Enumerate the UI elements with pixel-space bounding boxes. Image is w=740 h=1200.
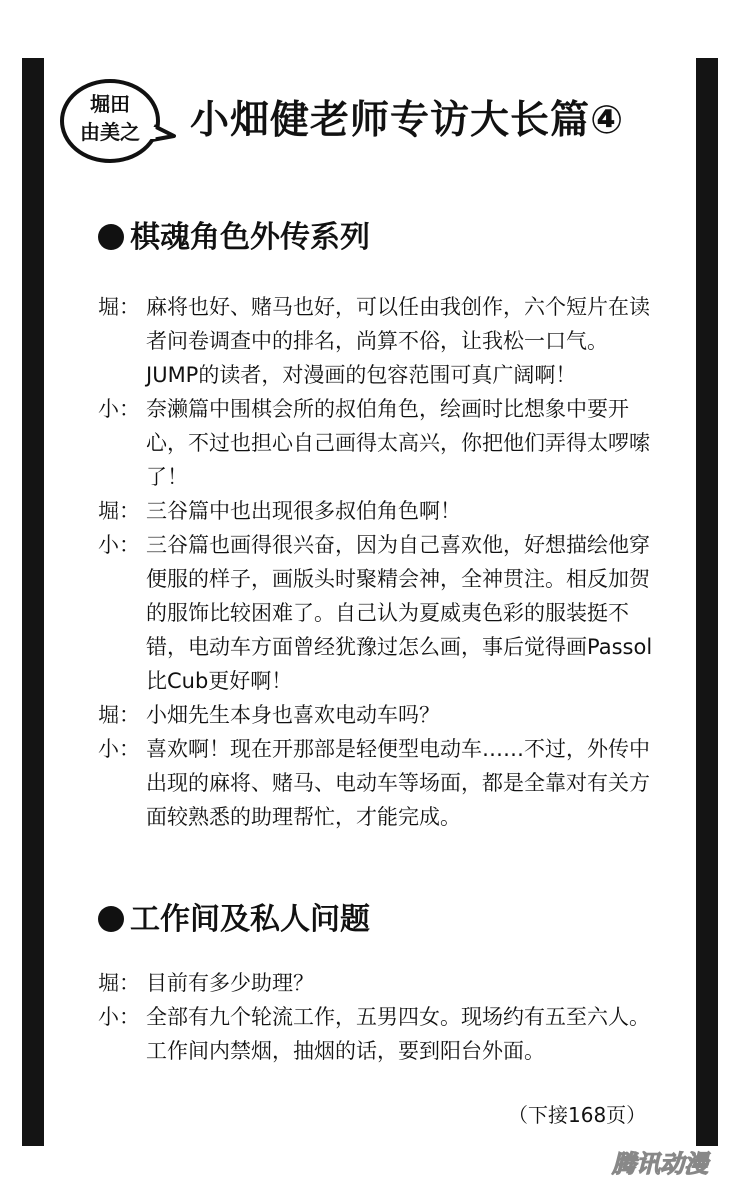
speaker-label: 小： xyxy=(98,1005,140,1029)
speaker-label: 堀： xyxy=(98,499,140,523)
section-heading-2-text: 工作间及私人问题 xyxy=(130,902,370,937)
bubble-line-2: 由美之 xyxy=(80,120,140,144)
dialogue-line xyxy=(98,732,658,834)
page-title: 小畑健老师专访大长篇④ xyxy=(190,98,625,143)
dialogue-block-2 xyxy=(98,966,658,1068)
dialogue-text: 全部有九个轮流工作，五男四女。现场约有五至六人。工作间内禁烟，抽烟的话，要到阳台外面。 xyxy=(146,1005,650,1063)
dialogue-line xyxy=(98,528,658,698)
speaker-label: 小： xyxy=(98,533,140,557)
continued-note: （下接168页） xyxy=(508,1103,647,1127)
speaker-label: 小： xyxy=(98,737,140,761)
bubble-line-1: 堀田 xyxy=(90,92,130,116)
bullet-dot-icon xyxy=(98,224,124,250)
dialogue-text: 小畑先生本身也喜欢电动车吗？ xyxy=(146,703,440,727)
dialogue-text: 三谷篇也画得很兴奋，因为自己喜欢他，好想描绘他穿便服的样子，画版头时聚精会神，全神贯注。相反加贺的服饰比较困难了。自己认为夏威夷色彩的服装挺不错，电动车方面曾经犹豫过怎么画，事后觉得画Passol比Cub更好啊！ xyxy=(146,533,653,693)
dialogue-line xyxy=(98,290,658,392)
section-heading-1 xyxy=(98,218,370,258)
dialogue-text: 奈濑篇中围棋会所的叔伯角色，绘画时比想象中要开心，不过也担心自己画得太高兴，你把他们弄得太啰嗦了！ xyxy=(146,397,650,489)
dialogue-block-1 xyxy=(98,290,658,834)
watermark-text: 腾讯动漫 xyxy=(612,1150,708,1178)
dialogue-text: 目前有多少助理？ xyxy=(146,971,314,995)
left-border-bar xyxy=(22,58,44,1146)
dialogue-text: 喜欢啊！现在开那部是轻便型电动车……不过，外传中出现的麻将、赌马、电动车等场面，都是全靠对有关方面较熟悉的助理帮忙，才能完成。 xyxy=(146,737,650,829)
watermark-logo xyxy=(600,1146,720,1180)
speaker-label: 小： xyxy=(98,397,140,421)
dialogue-line xyxy=(98,392,658,494)
speaker-label: 堀： xyxy=(98,295,140,319)
dialogue-line xyxy=(98,1000,658,1068)
section-heading-1-text: 棋魂角色外传系列 xyxy=(130,220,370,255)
section-heading-2 xyxy=(98,900,370,940)
right-border-bar xyxy=(696,58,718,1146)
speaker-label: 堀： xyxy=(98,971,140,995)
author-bubble-label xyxy=(58,90,162,146)
dialogue-line xyxy=(98,966,658,1000)
dialogue-line xyxy=(98,698,658,732)
dialogue-line xyxy=(98,494,658,528)
bullet-dot-icon xyxy=(98,906,124,932)
dialogue-text: 麻将也好、赌马也好，可以任由我创作，六个短片在读者问卷调查中的排名，尚算不俗，让我松一口气。JUMP的读者，对漫画的包容范围可真广阔啊！ xyxy=(146,295,650,387)
speaker-label: 堀： xyxy=(98,703,140,727)
dialogue-text: 三谷篇中也出现很多叔伯角色啊！ xyxy=(146,499,461,523)
